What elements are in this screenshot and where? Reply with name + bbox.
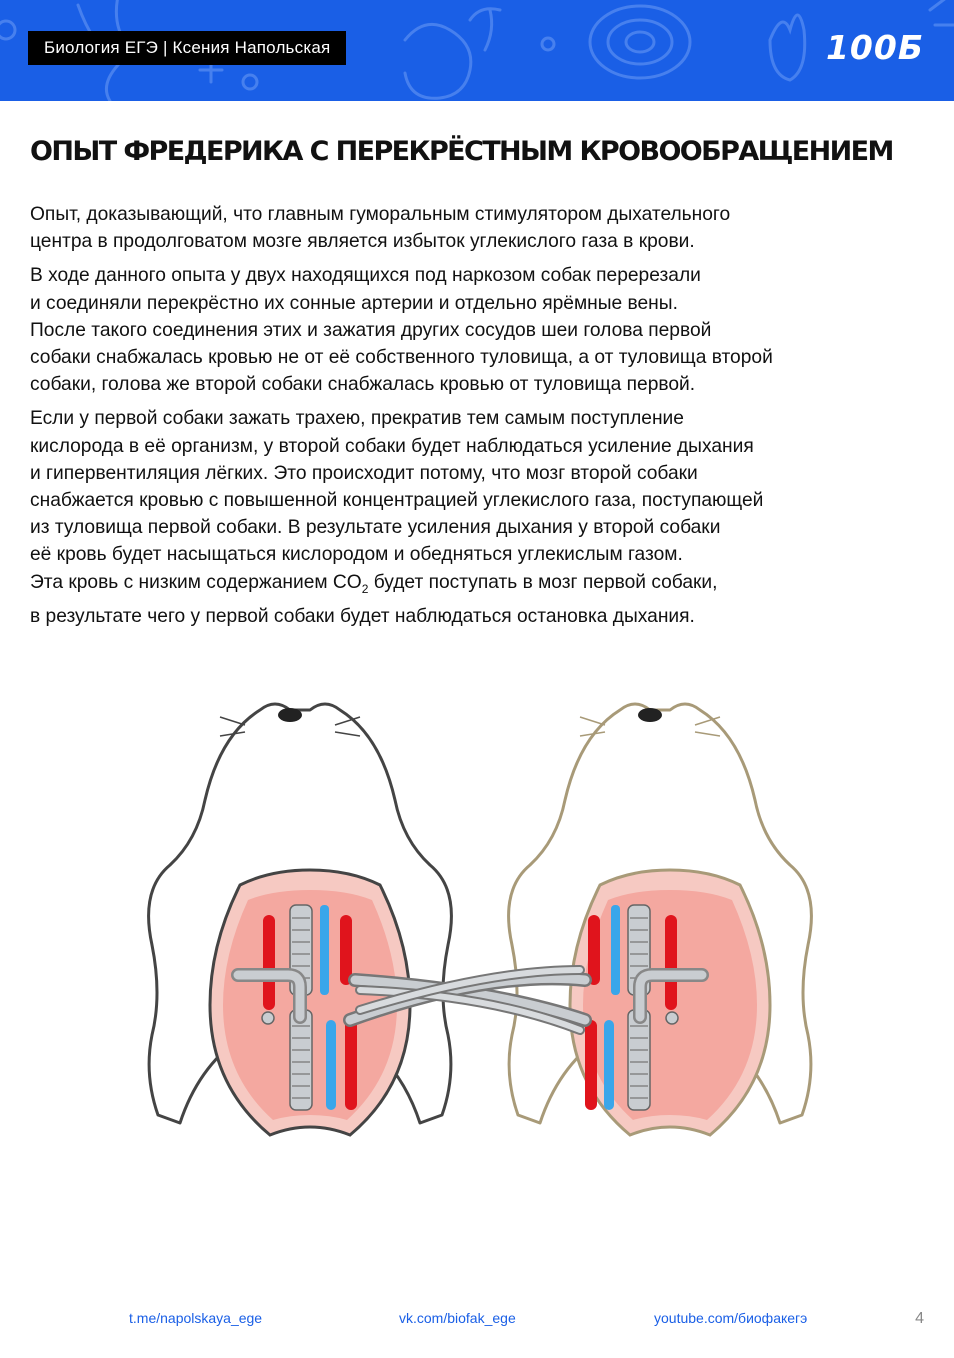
text-line-co2: [30, 569, 930, 603]
vk-link[interactable]: vk.com/biofak_ege: [399, 1310, 516, 1326]
page-number: 4: [915, 1310, 924, 1327]
cross-circulation-illustration: [140, 690, 820, 1150]
text-line: собаки, голова же второй собаки снабжалась кровью от туловища первой.: [30, 374, 696, 396]
dog-2-icon: [509, 704, 812, 1135]
brand-logo: 100Б: [825, 28, 924, 67]
text-line: После такого соединения этих и зажатия других сосудов шеи голова первой: [30, 319, 712, 341]
text-line: её кровь будет насыщаться кислородом и обедняться углекислым газом.: [30, 544, 683, 566]
page-header: [0, 0, 954, 101]
text-line: снабжается кровью с повышенной концентрацией углекислого газа, поступающей: [30, 490, 764, 512]
dog-1-icon: [149, 704, 452, 1135]
text-line: в результате чего у первой собаки будет наблюдаться остановка дыхания.: [30, 605, 695, 627]
text-line: Если у первой собаки зажать трахею, прекратив тем самым поступление: [30, 408, 684, 430]
paragraph-2: [30, 262, 930, 398]
article-body: [30, 201, 930, 637]
co2-text-after: будет поступать в мозг первой собаки,: [368, 571, 718, 593]
text-line: кислорода в её организм, у второй собаки будет наблюдаться усиление дыхания: [30, 435, 754, 457]
text-line: собаки снабжалась кровью не от её собственного туловища, а от туловища второй: [30, 347, 773, 369]
paragraph-1: [30, 201, 930, 255]
text-line: и гипервентиляция лёгких. Это происходит потому, что мозг второй собаки: [30, 462, 698, 484]
text-line: из туловища первой собаки. В результате усиления дыхания у второй собаки: [30, 517, 721, 539]
text-line: и соединяли перекрёстно их сонные артерии и отдельно ярёмные вены.: [30, 292, 678, 314]
co2-text-before: Эта кровь с низким содержанием CO: [30, 571, 362, 593]
course-badge: Биология ЕГЭ | Ксения Напольская: [28, 31, 346, 65]
text-line: Опыт, доказывающий, что главным гуморальным стимулятором дыхательного: [30, 204, 731, 225]
telegram-link[interactable]: t.me/napolskaya_ege: [129, 1310, 263, 1326]
co2-subscript: 2: [361, 581, 369, 596]
youtube-link[interactable]: youtube.com/биофакегэ: [654, 1310, 808, 1326]
text-line: центра в продолговатом мозге является избыток углекислого газа в крови.: [30, 231, 695, 253]
paragraph-3: [30, 405, 930, 629]
text-line: В ходе данного опыта у двух находящихся под наркозом собак перерезали: [30, 265, 701, 287]
page-title: ОПЫТ ФРЕДЕРИКА С ПЕРЕКРЁСТНЫМ КРОВООБРАЩЕНИЕМ: [30, 136, 893, 167]
